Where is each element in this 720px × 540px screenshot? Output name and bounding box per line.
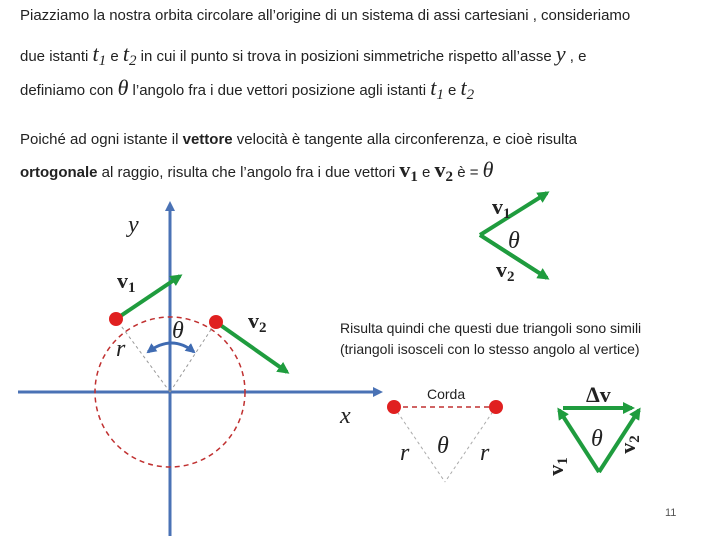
dv-theta-label: θ	[591, 426, 603, 452]
dv-v1-label: $v_1$	[542, 457, 571, 476]
chord-point-right	[489, 400, 503, 414]
dv-v2-label: $v_2$	[614, 435, 643, 454]
chord-theta-label: θ	[437, 433, 449, 459]
t1-symbol: t	[92, 41, 99, 66]
x-axis-label: x	[340, 403, 351, 429]
position-point-2	[209, 315, 223, 329]
v1-label: $v_1$	[117, 268, 136, 296]
corda-label: Corda	[427, 386, 466, 402]
y-symbol: y	[555, 41, 566, 66]
delta-v-label: Δv	[586, 382, 611, 407]
word-vettore: vettore	[182, 131, 233, 148]
word-ortogonale: ortogonale	[20, 164, 98, 181]
intro-line-1: Piazziamo la nostra orbita circolare all’origine di un sistema di assi cartesiani , consideriamo	[20, 7, 631, 24]
tr-v1-label: $v_1$	[492, 194, 511, 222]
radius-label: r	[116, 336, 126, 362]
chord-r-right-label: r	[480, 440, 490, 466]
chord-point-left	[387, 400, 401, 414]
note-line-2: (triangoli isosceli con lo stesso angolo al vertice)	[340, 341, 640, 357]
theta-label: θ	[172, 318, 184, 344]
t2-symbol: t	[122, 41, 129, 66]
para2-line-2: ortogonale al raggio, risulta che l’angolo fra i due vettori v1 e v2 è = θ	[20, 157, 494, 185]
v2-label: $v_2$	[248, 308, 267, 336]
position-point-1	[109, 312, 123, 326]
intro-line-2: due istanti t1 e t2 in cui il punto si trova in posizioni simmetriche rispetto all’asse y , e	[20, 41, 587, 69]
intro-line-3: definiamo con θ l’angolo fra i due vettori posizione agli istanti t1 e t2	[20, 75, 475, 103]
theta-symbol: θ	[117, 75, 129, 100]
similarity-note	[340, 318, 641, 360]
tr-v2-label: $v_2$	[496, 257, 515, 285]
page-number: 11	[665, 507, 677, 519]
chord-r-left-label: r	[400, 440, 410, 466]
para2-line-1: Poiché ad ogni istante il vettore velocità è tangente alla circonferenza, e cioè risulta	[20, 131, 578, 148]
note-line-1: Risulta quindi che questi due triangoli sono simili	[340, 320, 642, 336]
tr-theta-label: θ	[508, 228, 520, 254]
y-axis-label: y	[128, 212, 139, 238]
